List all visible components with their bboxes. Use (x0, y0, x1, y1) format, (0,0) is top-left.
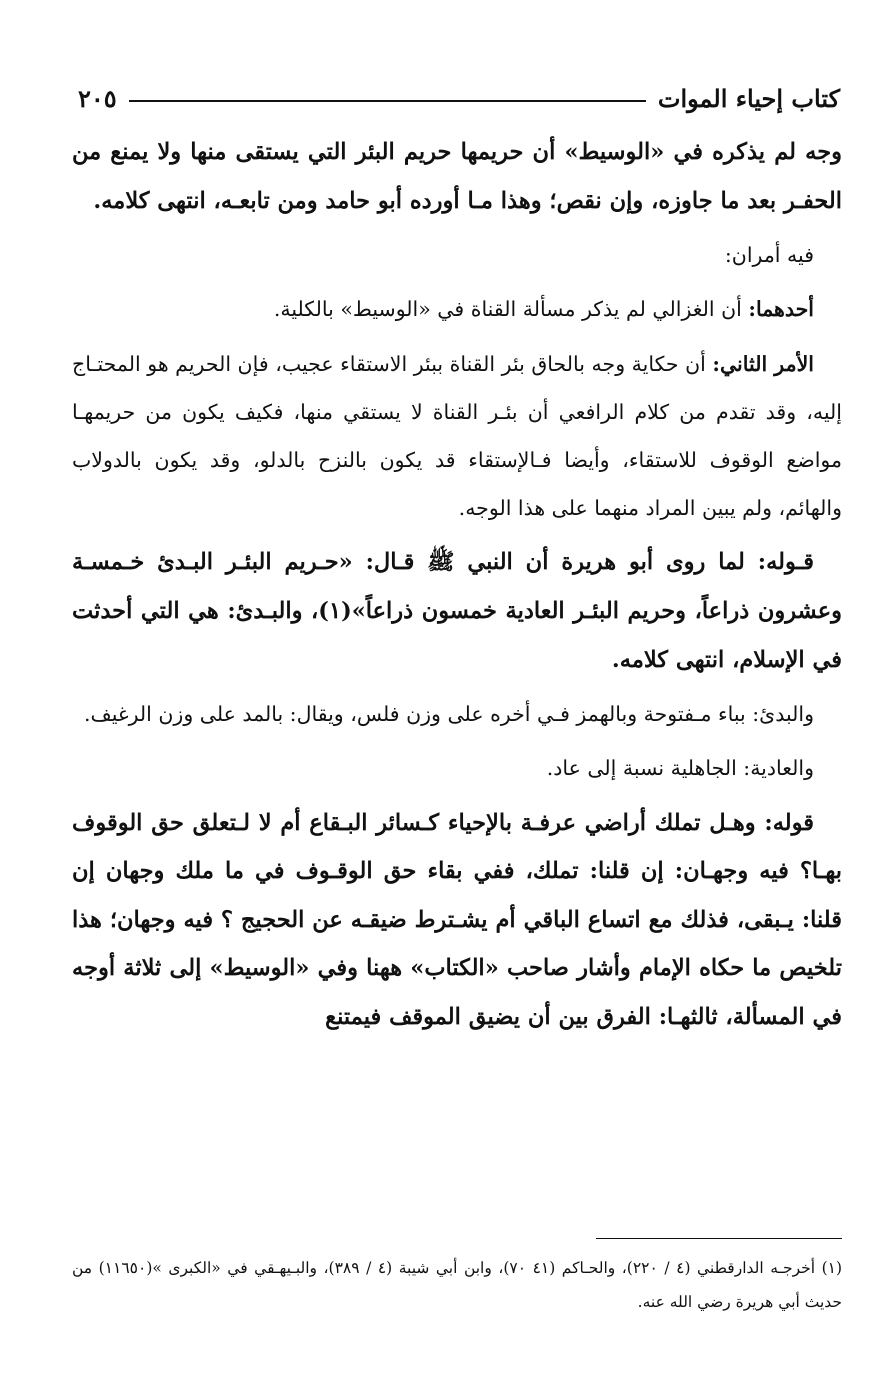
first-point-lead: أحدهما: (748, 297, 814, 322)
page-number: ٢٠٥ (78, 83, 117, 113)
second-point-lead: الأمر الثاني: (712, 351, 814, 376)
paragraph-badi-definition: والبدئ: بباء مـفتوحة وبالهمز فـي أخره على وزن فلس، ويقال: بالمد على وزن الرغيف. (83, 702, 814, 727)
footnote-rule (596, 1238, 842, 1239)
header-rule (129, 100, 646, 102)
paragraph-two-points: فيه أمران: (724, 243, 814, 268)
paragraph-first-point: أحدهما: أن الغزالي لم يذكر مسألة القناة في «الوسيط» بالكلية. (273, 297, 814, 322)
chapter-title: كتاب إحياء الموات (657, 83, 840, 113)
paragraph-adiya-definition: والعادية: الجاهلية نسبة إلى عاد. (546, 756, 814, 781)
paragraph-hadith-quote: قـوله: لما روى أبو هريرة أن النبي ﷺ قـال: «حـريم البئـر البـدئ خـمسـة وعشرون ذراعاً، وحريم البئـر العادية خمسون ذراعاً»(١)، والبـدئ: هي التي أحدثت في الإسلام، انتهى كلامه. (72, 549, 843, 673)
main-text (72, 128, 842, 1048)
paragraph-second-point: الأمر الثاني: أن حكاية وجه بالحاق بئر القناة ببئر الاستقاء عجيب، فإن الحريم هو المحتـاج إليه، وقد تقدم من كلام الرافعي أن بئـر القناة لا يستقي منها، فكيف يكون من حريمهـا مواضع الوقوف للاستقاء، وأيضا فـالإستقاء قد يكون بالنزح بالدلو، وقد يكون بالدولاب والهائم، ولم يبين المراد منهما على هذا الوجه. (72, 351, 842, 521)
footnote: (١) أخرجـه الدارقطني (٤ / ٢٢٠)، والحـاكم (٤١ ٧٠)، وابن أبي شيبة (٤ / ٣٨٩)، والبـيهـقي في «الكبرى »(١١٦٥٠) من حديث أبي هريرة رضي الله عنه. (72, 1259, 843, 1311)
paragraph-arafa-quote: قوله: وهـل تملك أراضي عرفـة بالإحياء كـسائر البـقاع أم لا لـتعلق حق الوقوف بهـا؟ فيه وجهـان: إن قلنا: تملك، ففي بقاء حق الوقـوف في ما ملك وجهان إن قلنا: يـبقى، فذلك مع اتساع الباقي أم يشـترط ضيقـه عن الحجيج ؟ فيه وجهان؛ هذا تلخيص ما حكاه الإمام وأشار صاحب «الكتاب» ههنا وفي «الوسيط» إلى ثلاثة أوجه في المسألة، ثالثهـا: الفرق بين أن يضيق الموقف فيمتنع (72, 809, 842, 1030)
paragraph-quote-continuation: وجه لم يذكره في «الوسيط» أن حريمها حريم البئر التي يستقى منها ولا يمنع من الحفـر بعد ما جاوزه، وإن نقص؛ وهذا مـا أورده أبو حامد ومن تابعـه، انتهى كلامه. (72, 139, 842, 214)
running-header (78, 78, 840, 118)
